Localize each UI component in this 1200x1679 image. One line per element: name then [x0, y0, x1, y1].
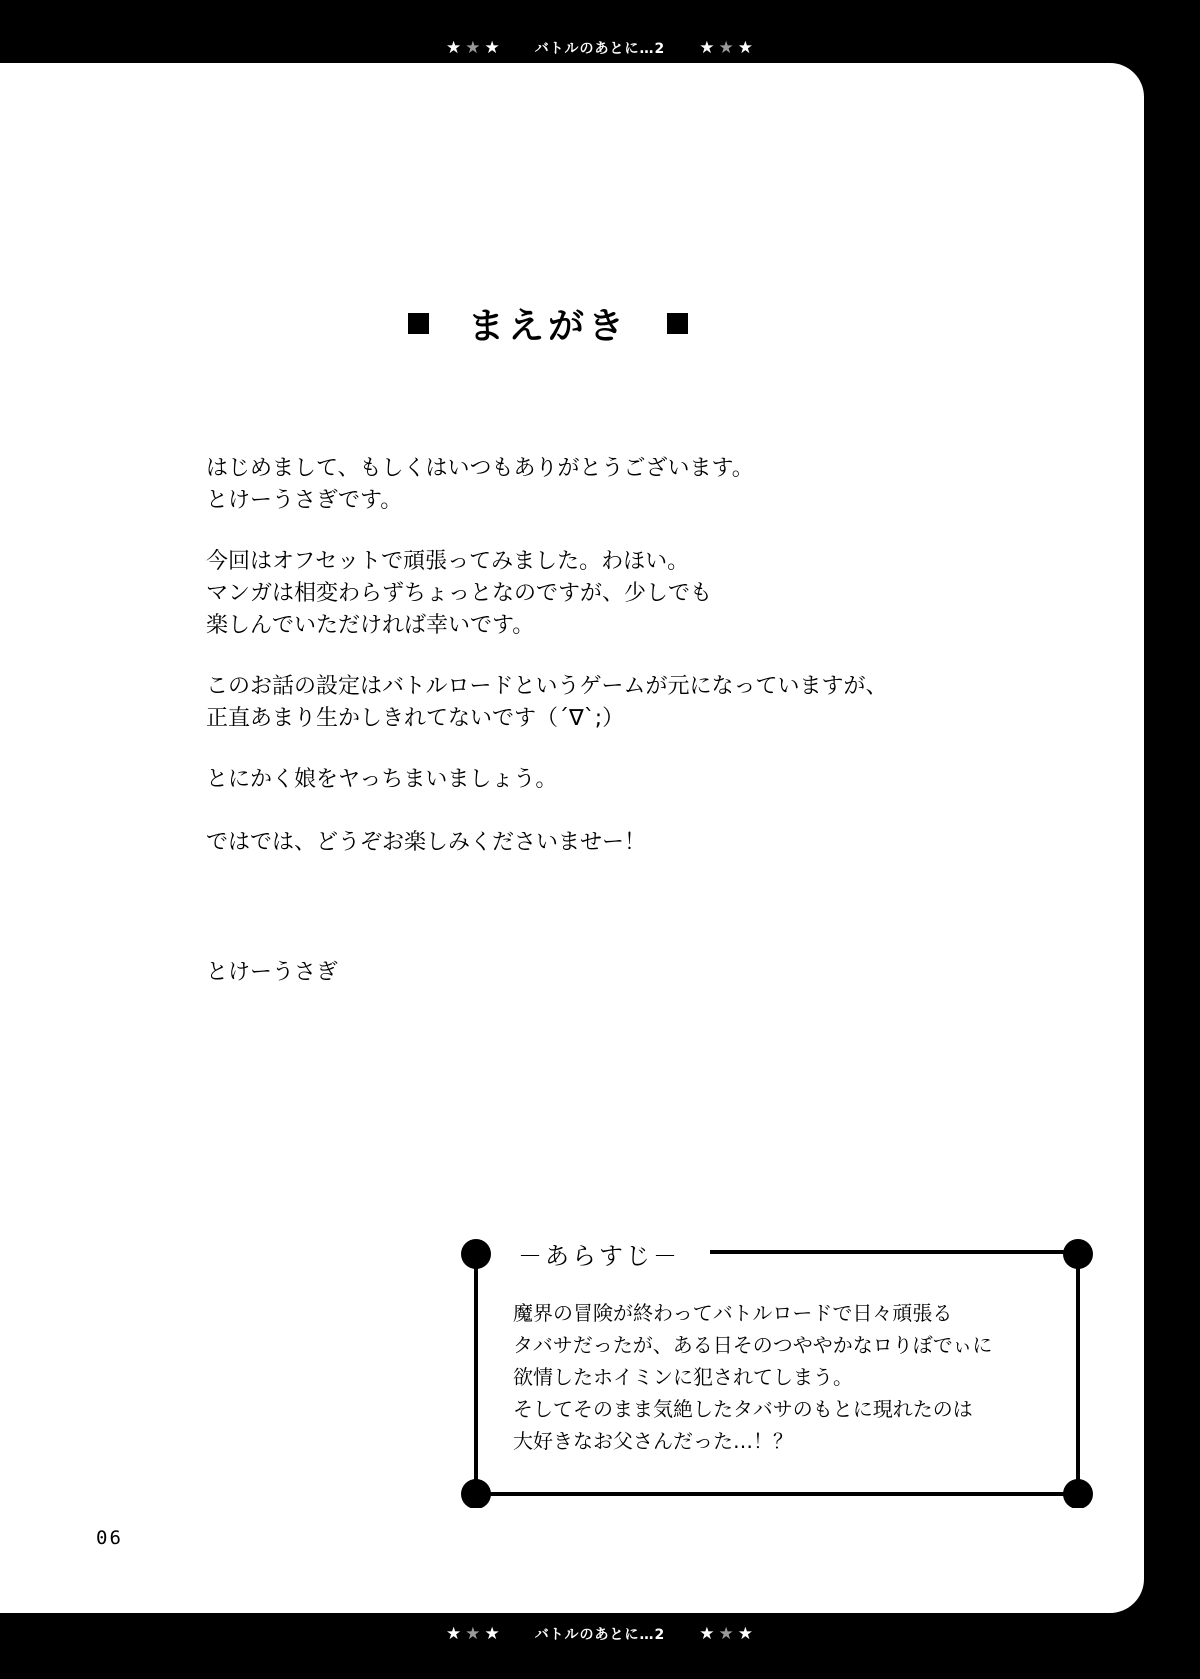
heading-text: まえがき	[467, 305, 628, 347]
paragraph-short: とにかく娘をヤっちまいましょう。	[206, 767, 558, 792]
footer-title: バトルのあとに…2	[534, 1627, 666, 1643]
footer-band	[0, 1620, 1200, 1648]
paragraph-offset: 今回はオフセットで頑張ってみました。わほい。 マンガは相変わらずちょっとなのですが、少しでも 楽しんでいただければ幸いです。	[206, 549, 713, 638]
paragraph-closing: ではでは、どうぞお楽しみくださいませー！	[206, 830, 647, 855]
corner-dot-icon	[1063, 1479, 1093, 1508]
star-icons-left: ★ ★ ★	[446, 37, 501, 58]
corner-dot-icon	[461, 1479, 491, 1508]
paragraph-setting: このお話の設定はバトルロードというゲームが元になっていますが、 正直あまり生かしきれてないです（´∇`;）	[206, 674, 888, 731]
paragraph-greeting: はじめまして、もしくはいつもありがとうございます。 とけーうさぎです。	[206, 456, 754, 513]
corner-dot-icon	[461, 1239, 491, 1269]
header-band	[0, 34, 1200, 62]
square-bullet-icon	[667, 313, 688, 334]
page-number: 06	[96, 1527, 123, 1549]
header-title: バトルのあとに…2	[534, 41, 666, 57]
star-icons-left: ★ ★ ★	[446, 1623, 501, 1644]
star-icons-right: ★ ★ ★	[699, 1623, 754, 1644]
corner-dot-icon	[1063, 1239, 1093, 1269]
synopsis-text: 魔界の冒険が終わってバトルロードで日々頑張る タバサだったが、ある日そのつややかなロりぼでぃに 欲情したホイミンに犯されてしまう。 そしてそのまま気絶したタバサのもとに現れたのは 大好きなお父さんだった…！？	[513, 1301, 993, 1453]
author-signature: とけーうさぎ	[206, 960, 339, 985]
square-bullet-icon	[408, 313, 429, 334]
page-heading	[408, 303, 688, 347]
synopsis-title: －あらすじ－	[512, 1236, 686, 1271]
star-icons-right: ★ ★ ★	[699, 37, 754, 58]
